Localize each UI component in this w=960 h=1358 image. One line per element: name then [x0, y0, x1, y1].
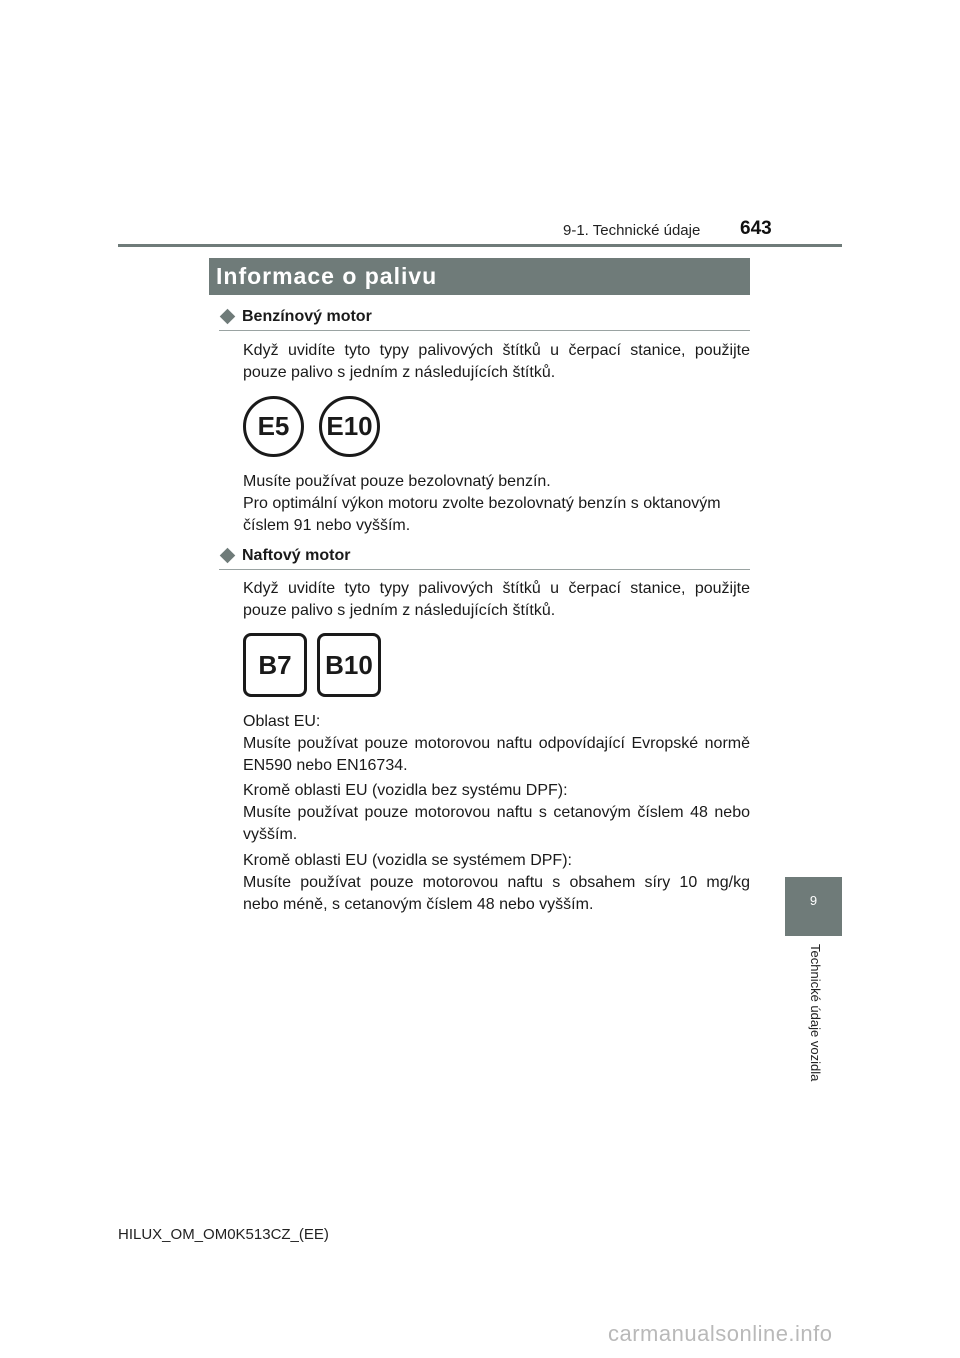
petrol-notes — [243, 471, 750, 537]
diesel-eu-block — [243, 711, 750, 777]
petrol-heading-text: Benzínový motor — [242, 308, 372, 325]
diesel-eu-line: Musíte používat pouze motorovou naftu odpovídající Evropské normě — [243, 735, 750, 752]
diesel-intro-line: pouze palivo s jedním z následujících štítků. — [243, 602, 556, 619]
watermark: carmanualsonline.info — [608, 1321, 833, 1346]
petrol-intro — [243, 340, 750, 384]
header-divider — [118, 244, 842, 247]
diesel-heading-text: Naftový motor — [242, 547, 351, 564]
petrol-intro-line: Když uvidíte tyto typy palivových štítků u čerpací stanice, použijte — [243, 342, 750, 359]
chapter-number: 9 — [809, 893, 818, 908]
fuel-label-e5: E5 — [243, 396, 304, 457]
diesel-eu-heading: Oblast EU: — [243, 713, 321, 730]
petrol-intro-line: pouze palivo s jedním z následujících štítků. — [243, 364, 556, 381]
diesel-non-eu-dpf-line: nebo méně, s cetanovým číslem 48 nebo vyšším. — [243, 896, 594, 913]
document-code: HILUX_OM_OM0K513CZ_(EE) — [118, 1226, 329, 1243]
diesel-heading-divider — [219, 569, 750, 570]
diesel-non-eu-dpf-heading: Kromě oblasti EU (vozidla se systémem DPF): — [243, 852, 572, 869]
diesel-non-eu-no-dpf-line: Musíte používat pouze motorovou naftu s cetanovým číslem 48 nebo — [243, 804, 750, 821]
diesel-intro-line: Když uvidíte tyto typy palivových štítků u čerpací stanice, použijte — [243, 580, 750, 597]
diesel-non-eu-no-dpf-block — [243, 780, 750, 846]
page-title: Informace o palivu — [209, 258, 750, 295]
diesel-heading — [219, 547, 350, 565]
fuel-label-b10: B10 — [317, 633, 381, 697]
diesel-eu-line: EN590 nebo EN16734. — [243, 757, 408, 774]
petrol-note-line: Musíte používat pouze bezolovnatý benzín. — [243, 473, 551, 490]
petrol-note-line: Pro optimální výkon motoru zvolte bezolovnatý benzín s oktanovým — [243, 495, 721, 512]
fuel-label-b7: B7 — [243, 633, 307, 697]
petrol-heading — [219, 308, 372, 326]
diamond-bullet-icon — [220, 547, 236, 563]
diesel-non-eu-no-dpf-heading: Kromě oblasti EU (vozidla bez systému DPF): — [243, 782, 568, 799]
chapter-tab — [785, 877, 842, 936]
section-title: 9-1. Technické údaje — [563, 222, 701, 239]
diamond-bullet-icon — [220, 308, 236, 324]
fuel-label-e10: E10 — [319, 396, 380, 457]
diesel-non-eu-dpf-block — [243, 850, 750, 916]
petrol-note-line: číslem 91 nebo vyšším. — [243, 517, 411, 534]
diesel-intro — [243, 578, 750, 622]
petrol-heading-divider — [219, 330, 750, 331]
page-number: 643 — [740, 218, 772, 239]
diesel-non-eu-dpf-line: Musíte používat pouze motorovou naftu s obsahem síry 10 mg/kg — [243, 874, 750, 891]
diesel-non-eu-no-dpf-line: vyšším. — [243, 826, 298, 843]
chapter-label: Technické údaje vozidla — [808, 944, 823, 1082]
